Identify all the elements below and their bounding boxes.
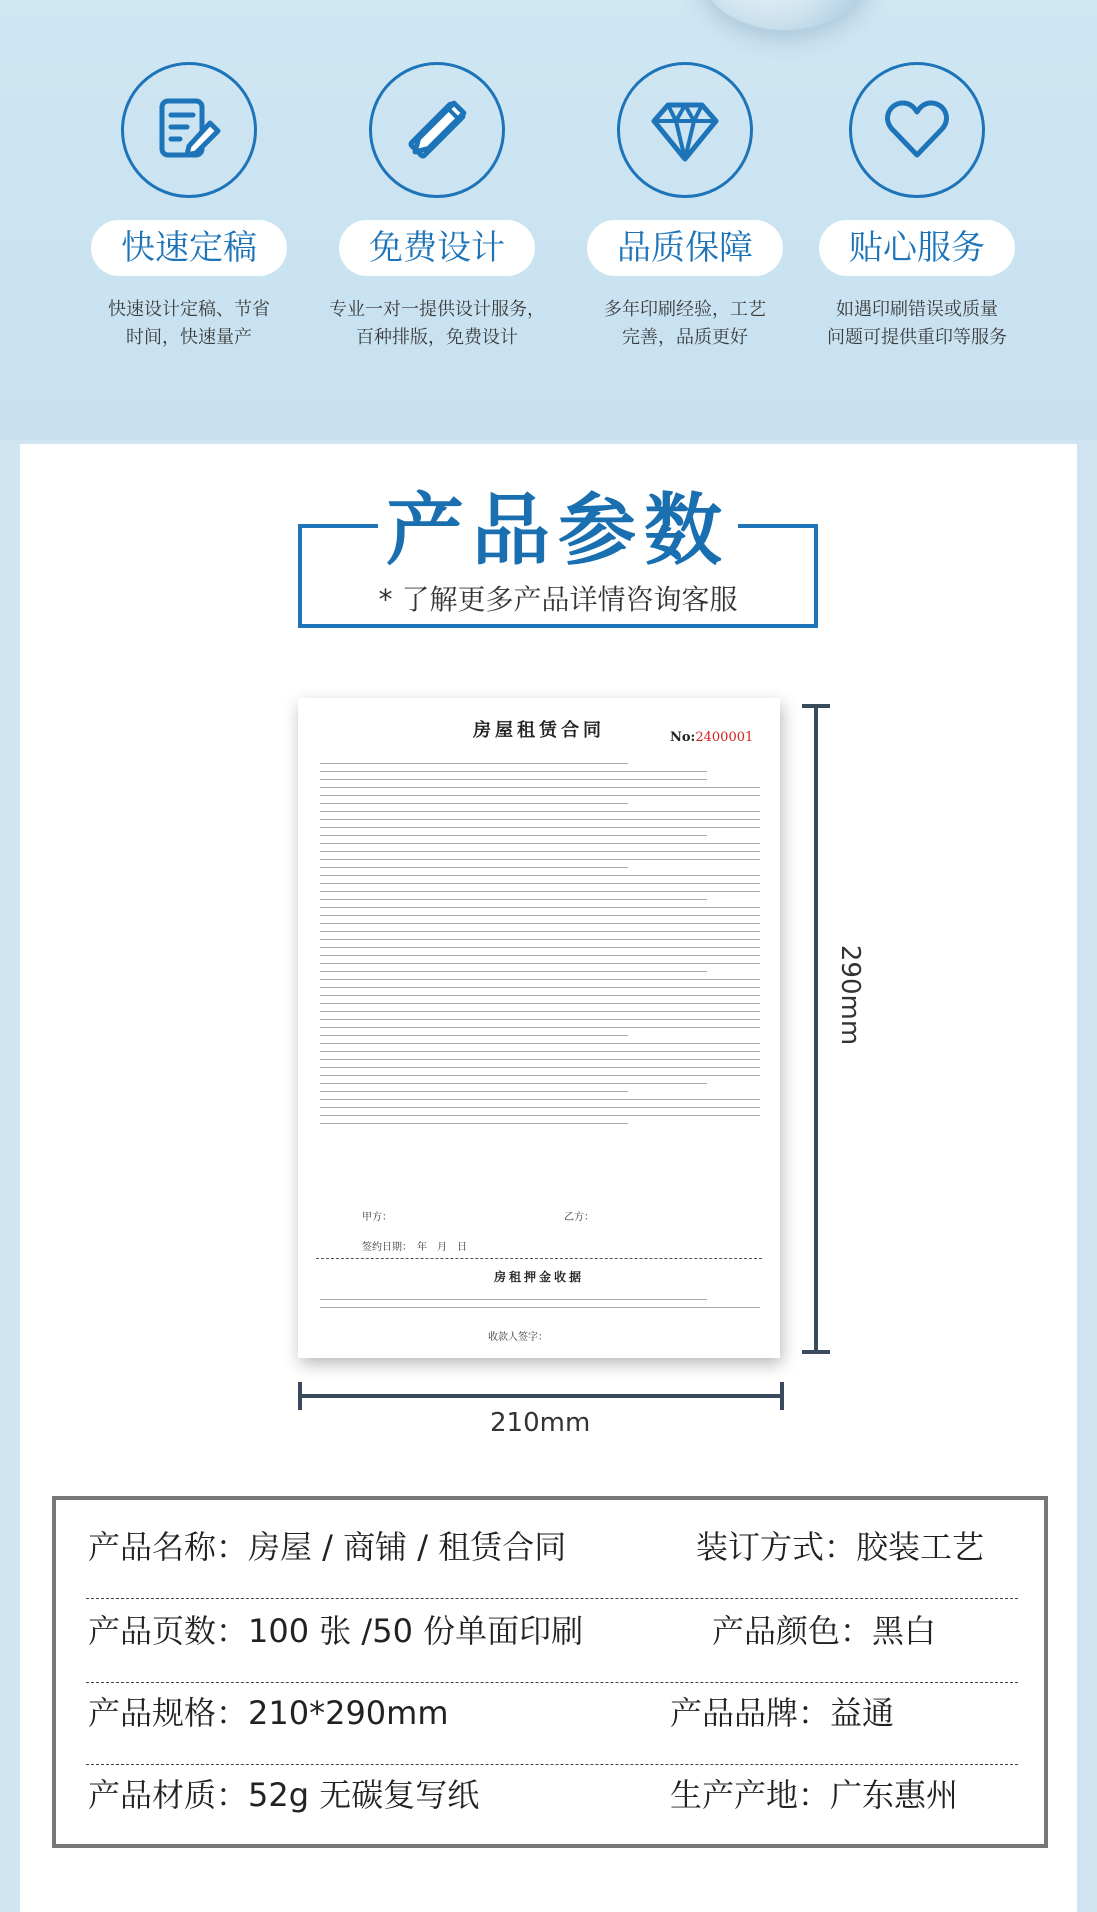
receiver-sign: 收款人签字： xyxy=(488,1332,548,1343)
feature-quality xyxy=(560,62,810,352)
feature-desc-line: 完善，品质更好 xyxy=(622,327,748,348)
feature-service xyxy=(792,62,1042,352)
params-row xyxy=(82,1584,1022,1666)
receipt-divider xyxy=(316,1258,762,1259)
sign-date: 签约日期： 年 月 日 xyxy=(362,1242,467,1253)
contract-title: 房屋租赁合同 xyxy=(473,720,605,741)
party-a-sign: 甲方： xyxy=(362,1212,392,1223)
param-material: 产品材质：52g 无碳复写纸 xyxy=(88,1776,480,1814)
feature-desc-line: 百种排版，免费设计 xyxy=(356,327,518,348)
feature-fast-finalize xyxy=(64,62,314,352)
feature-desc-line: 专业一对一提供设计服务， xyxy=(329,299,545,320)
param-binding: 装订方式：胶装工艺 xyxy=(696,1528,985,1566)
product-params-table xyxy=(52,1496,1048,1848)
section-subtitle: * 了解更多产品详情咨询客服 xyxy=(378,583,738,616)
feature-free-design xyxy=(312,62,562,352)
edit-document-icon xyxy=(152,93,226,167)
width-dimension-label: 210mm xyxy=(490,1408,591,1438)
receipt-body-text xyxy=(320,1292,760,1308)
contract-body-text xyxy=(320,756,760,1124)
diamond-icon xyxy=(648,93,722,167)
feature-desc-line: 时间，快速量产 xyxy=(126,327,252,348)
param-pages: 产品页数：100 张 /50 份单面印刷 xyxy=(88,1612,584,1650)
param-color: 产品颜色：黑白 xyxy=(712,1612,937,1650)
receipt-title: 房租押金收据 xyxy=(493,1270,584,1284)
height-dimension-line xyxy=(814,704,818,1354)
feature-desc-line: 问题可提供重印等服务 xyxy=(827,327,1007,348)
width-dimension-line xyxy=(298,1394,784,1398)
param-name: 产品名称：房屋 / 商铺 / 租赁合同 xyxy=(88,1528,567,1566)
feature-desc xyxy=(312,296,562,352)
feature-title: 免费设计 xyxy=(339,220,535,276)
feature-title: 品质保障 xyxy=(587,220,783,276)
pencil-ruler-icon xyxy=(400,93,474,167)
feature-desc xyxy=(792,296,1042,352)
heart-icon xyxy=(880,93,954,167)
param-origin: 生产产地：广东惠州 xyxy=(670,1776,959,1814)
feature-icon-circle xyxy=(121,62,257,198)
feature-title: 快速定稿 xyxy=(91,220,287,276)
contract-number xyxy=(670,730,753,745)
param-brand: 产品品牌：益通 xyxy=(670,1694,895,1732)
params-row xyxy=(82,1666,1022,1748)
feature-desc-line: 快速设计定稿、节省 xyxy=(108,299,270,320)
feature-desc xyxy=(560,296,810,352)
feature-icon-circle xyxy=(849,62,985,198)
feature-desc-line: 如遇印刷错误或质量 xyxy=(836,299,998,320)
contract-sample-image xyxy=(298,698,780,1358)
height-dimension-label: 290mm xyxy=(835,944,865,1046)
params-row xyxy=(82,1500,1022,1582)
party-b-sign: 乙方： xyxy=(564,1212,594,1223)
params-row xyxy=(82,1748,1022,1830)
feature-desc-line: 多年印刷经验，工艺 xyxy=(604,299,766,320)
feature-icon-circle xyxy=(617,62,753,198)
param-size: 产品规格：210*290mm xyxy=(88,1694,449,1732)
feature-title: 贴心服务 xyxy=(819,220,1015,276)
feature-icon-circle xyxy=(369,62,505,198)
contract-number-value: 2400001 xyxy=(695,730,754,745)
feature-desc xyxy=(64,296,314,352)
contract-number-prefix: No: xyxy=(670,730,696,745)
section-title: 产品参数 xyxy=(385,486,730,576)
